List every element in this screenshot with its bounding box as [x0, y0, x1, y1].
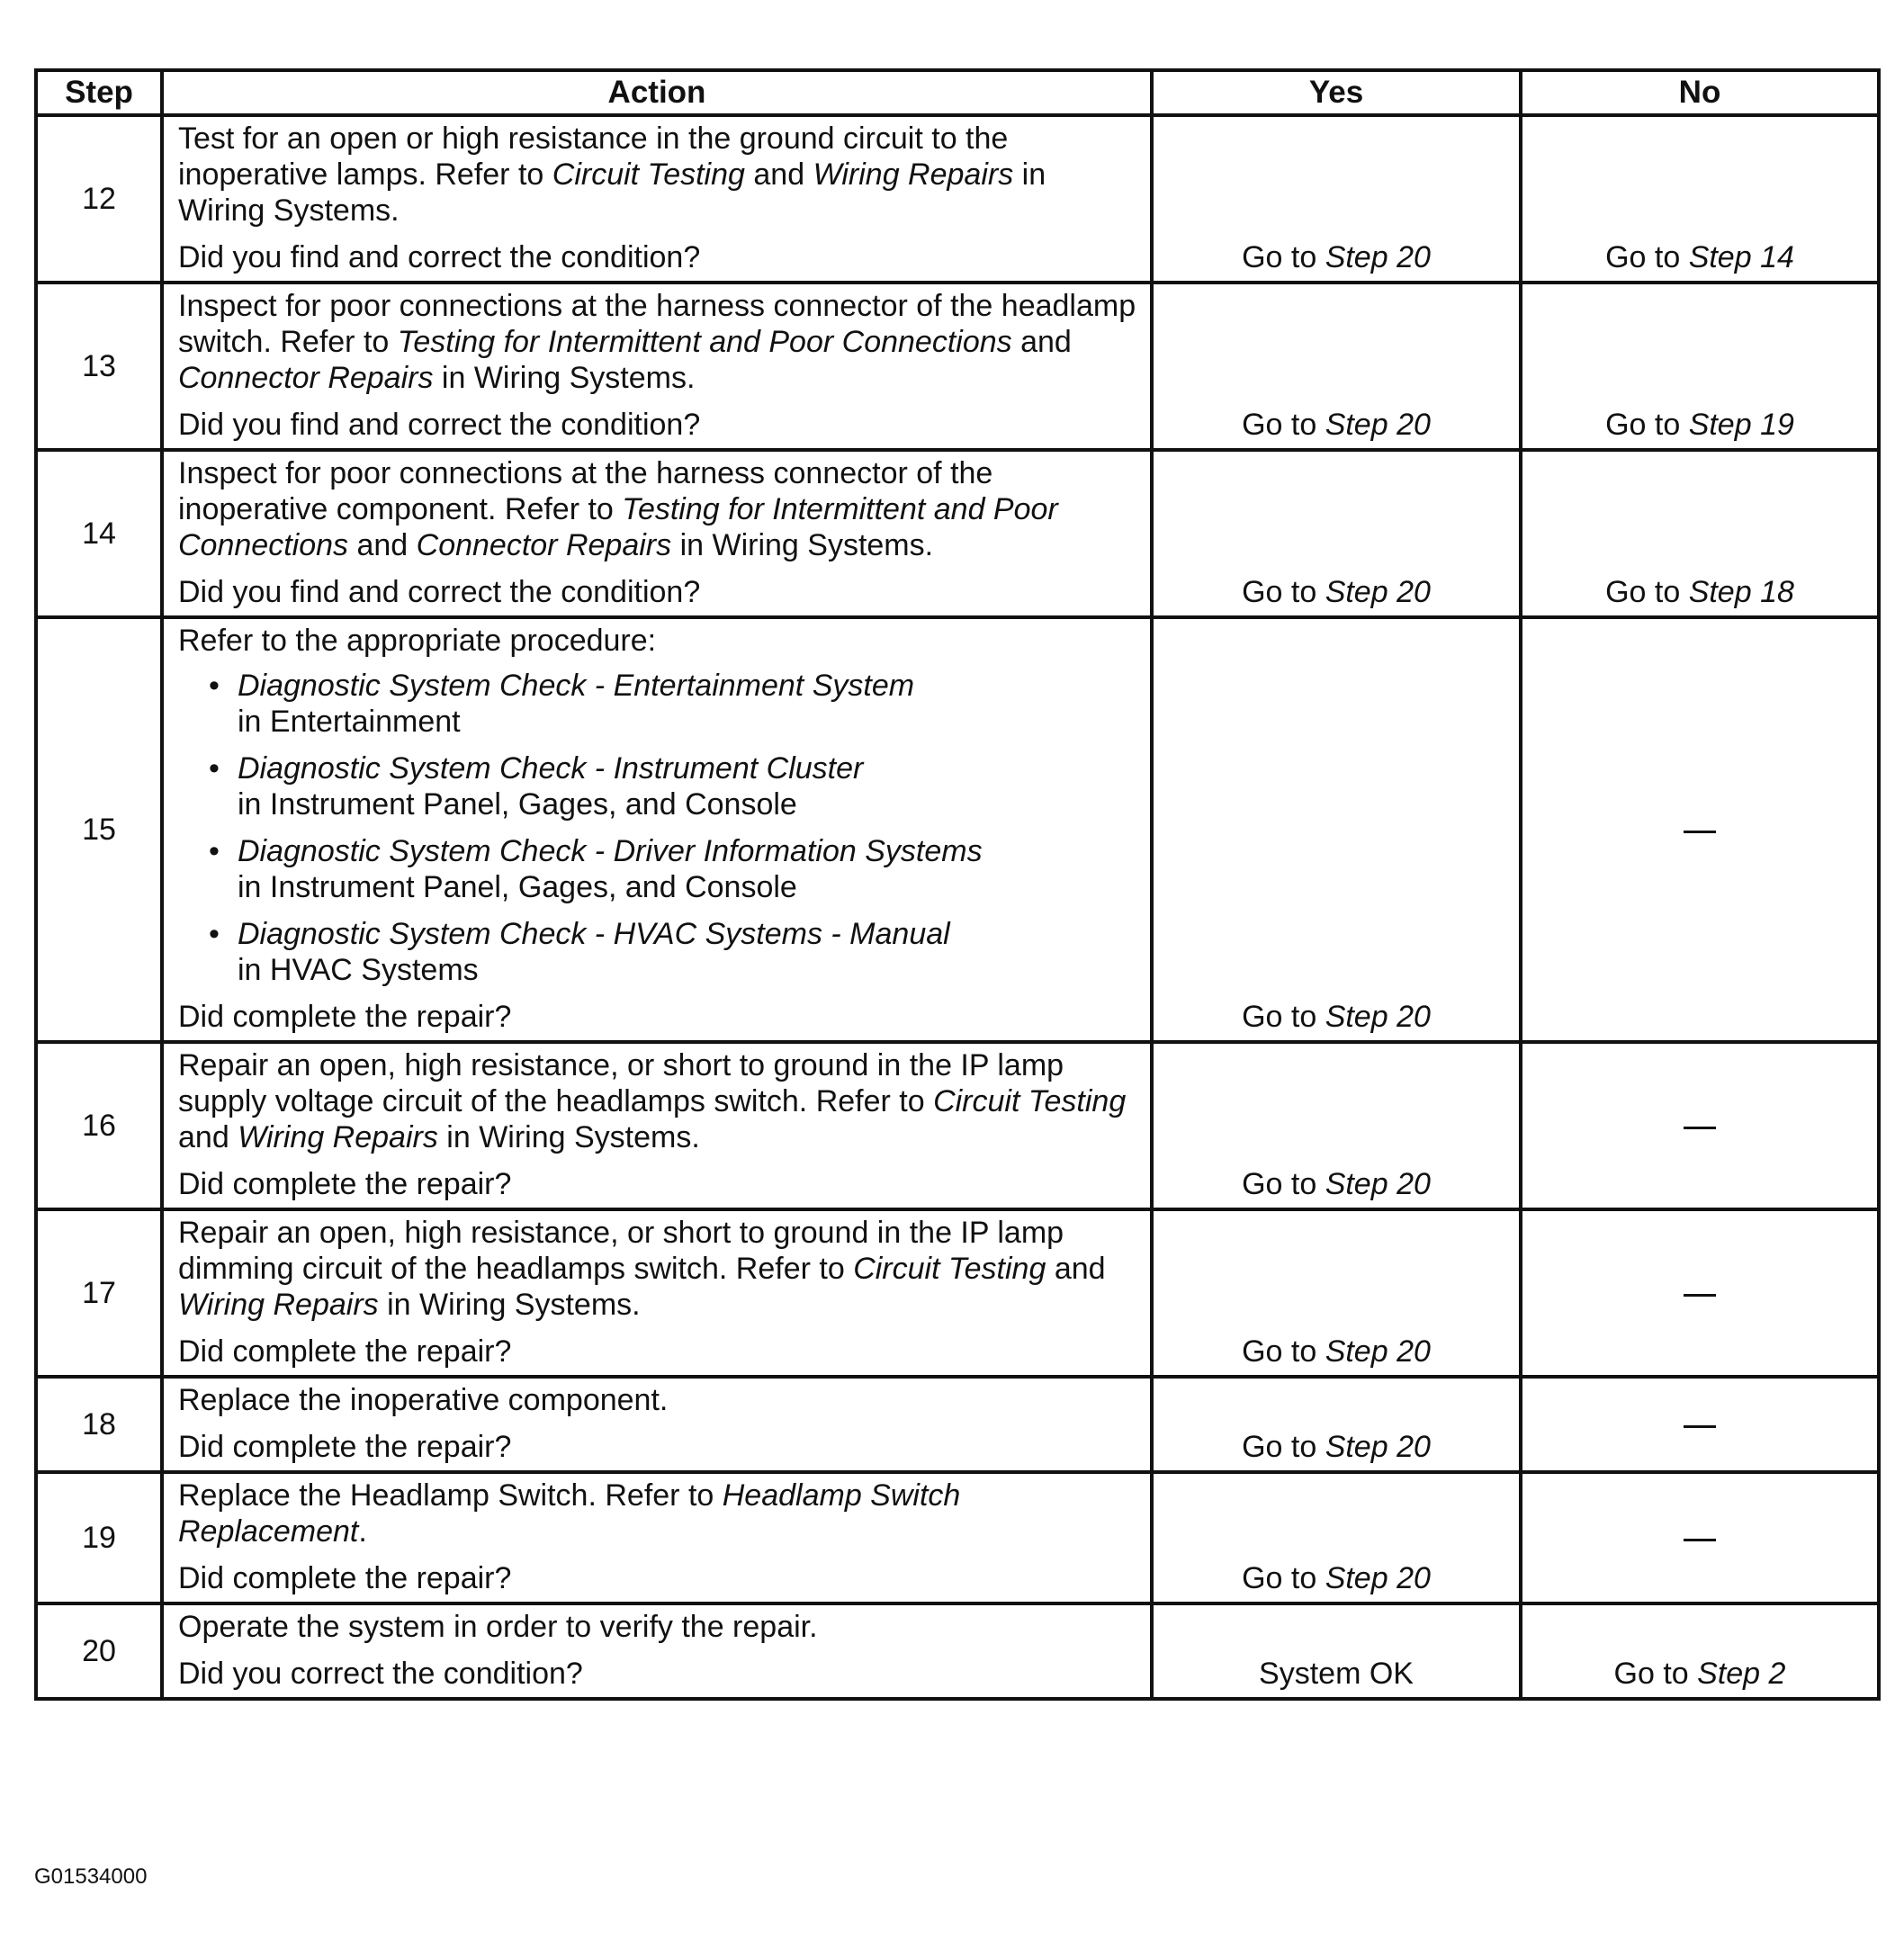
- step-number: 15: [36, 617, 162, 1042]
- procedure-item: [178, 916, 1137, 988]
- action-cell: [162, 1042, 1152, 1209]
- action-question: Did you find and correct the condition?: [178, 408, 701, 442]
- reference-text: Step 20: [1325, 1167, 1431, 1201]
- text-run: in Wiring Systems.: [671, 528, 934, 562]
- text-run: in Wiring Systems.: [178, 157, 1046, 228]
- text-run: Inspect for poor connections at the harness connector of the headlamp switch. Refer to: [178, 289, 1136, 359]
- action-text: [178, 121, 1137, 229]
- action-question: Did you find and correct the condition?: [178, 575, 701, 609]
- table-row: [36, 1377, 1879, 1472]
- text-run: and: [1011, 325, 1072, 359]
- em-dash-icon: [1684, 1425, 1716, 1428]
- bullet-icon: •: [209, 669, 220, 703]
- no-result: [1521, 450, 1879, 617]
- yes-result: [1152, 1209, 1521, 1377]
- action-cell: [162, 283, 1152, 450]
- yes-result: [1152, 1472, 1521, 1603]
- reference-text: Circuit Testing: [853, 1252, 1046, 1286]
- action-question: Did you find and correct the condition?: [178, 240, 701, 274]
- action-question: Did complete the repair?: [178, 1430, 512, 1464]
- no-result: [1521, 1377, 1879, 1472]
- text-run: Go to: [1242, 240, 1325, 274]
- text-run: Go to: [1605, 575, 1689, 609]
- header-no: No: [1521, 70, 1879, 115]
- reference-text: Step 20: [1325, 240, 1431, 274]
- table-body: [36, 115, 1879, 1699]
- text-run: Go to: [1242, 1167, 1325, 1201]
- table-row: [36, 617, 1879, 1042]
- text-run: in Wiring Systems.: [437, 1120, 700, 1154]
- action-text: [178, 623, 1137, 659]
- em-dash-icon: [1684, 831, 1716, 833]
- table-row: [36, 450, 1879, 617]
- text-run: Go to: [1242, 1430, 1325, 1464]
- reference-text: Step 20: [1325, 1334, 1431, 1369]
- text-run: .: [358, 1514, 367, 1549]
- no-result: [1521, 115, 1879, 283]
- header-step: Step: [36, 70, 162, 115]
- procedure-item: [178, 668, 1137, 740]
- step-number: 14: [36, 450, 162, 617]
- procedure-location: in HVAC Systems: [238, 953, 479, 987]
- reference-text: Step 20: [1325, 1561, 1431, 1595]
- yes-result: [1152, 1603, 1521, 1699]
- step-number: 18: [36, 1377, 162, 1472]
- table-row: [36, 1603, 1879, 1699]
- action-cell: [162, 1209, 1152, 1377]
- text-run: Test for an open or high resistance in the ground circuit to the inoperative lamps. Refer to: [178, 121, 1009, 192]
- figure-id: G01534000: [34, 1864, 148, 1889]
- step-number: 12: [36, 115, 162, 283]
- step-number: 13: [36, 283, 162, 450]
- procedure-title: Diagnostic System Check - Entertainment System: [238, 669, 915, 703]
- em-dash-icon: [1684, 1539, 1716, 1541]
- text-run: Go to: [1605, 408, 1689, 442]
- reference-text: Wiring Repairs: [238, 1120, 438, 1154]
- table-row: [36, 283, 1879, 450]
- yes-result: [1152, 1042, 1521, 1209]
- action-question: Did you correct the condition?: [178, 1657, 583, 1691]
- action-cell: [162, 617, 1152, 1042]
- text-run: and: [178, 1120, 238, 1154]
- text-run: Replace the inoperative component.: [178, 1383, 669, 1417]
- procedure-location: in Entertainment: [238, 705, 461, 739]
- no-result: [1521, 283, 1879, 450]
- table-row: [36, 1042, 1879, 1209]
- procedure-list: [178, 668, 1137, 988]
- reference-text: Step 18: [1688, 575, 1794, 609]
- bullet-icon: •: [209, 751, 220, 786]
- reference-text: Circuit Testing: [933, 1084, 1127, 1118]
- text-run: System OK: [1259, 1657, 1414, 1691]
- action-text: [178, 1609, 1137, 1645]
- procedure-title: Diagnostic System Check - Driver Information Systems: [238, 834, 983, 868]
- procedure-location: in Instrument Panel, Gages, and Console: [238, 787, 797, 822]
- table-row: [36, 1209, 1879, 1377]
- no-result: [1521, 1209, 1879, 1377]
- text-run: Inspect for poor connections at the harness connector of the inoperative component. Refer to: [178, 456, 993, 526]
- table-row: [36, 1472, 1879, 1603]
- action-cell: [162, 1603, 1152, 1699]
- reference-text: Headlamp Switch Replacement: [178, 1478, 961, 1549]
- yes-result: [1152, 115, 1521, 283]
- reference-text: Testing for Intermittent and Poor Connections: [397, 325, 1012, 359]
- no-result: [1521, 1472, 1879, 1603]
- em-dash-icon: [1684, 1294, 1716, 1297]
- action-cell: [162, 1377, 1152, 1472]
- action-text: [178, 1215, 1137, 1323]
- reference-text: Step 19: [1688, 408, 1794, 442]
- step-number: 20: [36, 1603, 162, 1699]
- no-result: [1521, 617, 1879, 1042]
- procedure-title: Diagnostic System Check - Instrument Cluster: [238, 751, 864, 786]
- action-text: [178, 288, 1137, 396]
- step-number: 19: [36, 1472, 162, 1603]
- text-run: and: [744, 157, 813, 192]
- reference-text: Wiring Repairs: [813, 157, 1014, 192]
- action-question: Did complete the repair?: [178, 1167, 512, 1201]
- reference-text: Wiring Repairs: [178, 1288, 379, 1322]
- yes-result: [1152, 283, 1521, 450]
- table-header-row: [36, 70, 1879, 115]
- text-run: and: [1046, 1252, 1106, 1286]
- step-number: 16: [36, 1042, 162, 1209]
- procedure-item: [178, 833, 1137, 905]
- text-run: Go to: [1242, 575, 1325, 609]
- text-run: Go to: [1242, 1000, 1325, 1034]
- header-yes: Yes: [1152, 70, 1521, 115]
- reference-text: Step 20: [1325, 408, 1431, 442]
- reference-text: Step 2: [1697, 1657, 1786, 1691]
- reference-text: Testing for Intermittent and Poor Connections: [178, 492, 1058, 562]
- procedure-location: in Instrument Panel, Gages, and Console: [238, 870, 797, 904]
- diagnostic-table-container: [34, 68, 1877, 1701]
- reference-text: Step 20: [1325, 575, 1431, 609]
- reference-text: Circuit Testing: [552, 157, 745, 192]
- step-number: 17: [36, 1209, 162, 1377]
- reference-text: Step 14: [1688, 240, 1794, 274]
- header-action: Action: [162, 70, 1152, 115]
- text-run: in Wiring Systems.: [433, 361, 696, 395]
- text-run: Go to: [1613, 1657, 1698, 1691]
- text-run: Go to: [1242, 1561, 1325, 1595]
- action-question: Did complete the repair?: [178, 1334, 512, 1369]
- yes-result: [1152, 617, 1521, 1042]
- action-text: [178, 455, 1137, 563]
- yes-result: [1152, 450, 1521, 617]
- action-text: [178, 1047, 1137, 1155]
- table-row: [36, 115, 1879, 283]
- action-cell: [162, 1472, 1152, 1603]
- text-run: Replace the Headlamp Switch. Refer to: [178, 1478, 723, 1513]
- text-run: Repair an open, high resistance, or short to ground in the IP lamp supply voltage circuit of the headlamps switch. Refer to: [178, 1048, 1064, 1118]
- procedure-item: [178, 750, 1137, 822]
- action-text: [178, 1382, 1137, 1418]
- action-question: Did complete the repair?: [178, 1000, 512, 1034]
- reference-text: Step 20: [1325, 1430, 1431, 1464]
- text-run: and: [348, 528, 417, 562]
- bullet-icon: •: [209, 917, 220, 951]
- reference-text: Connector Repairs: [178, 361, 434, 395]
- action-text: [178, 1477, 1137, 1549]
- text-run: Go to: [1605, 240, 1689, 274]
- text-run: in Wiring Systems.: [378, 1288, 641, 1322]
- bullet-icon: •: [209, 834, 220, 868]
- text-run: Operate the system in order to verify the repair.: [178, 1610, 818, 1644]
- action-question: Did complete the repair?: [178, 1561, 512, 1595]
- text-run: Repair an open, high resistance, or short to ground in the IP lamp dimming circuit of the headlamps switch. Refer to: [178, 1216, 1064, 1286]
- diagnostic-table: [34, 68, 1881, 1701]
- procedure-title: Diagnostic System Check - HVAC Systems - Manual: [238, 917, 950, 951]
- text-run: Go to: [1242, 1334, 1325, 1369]
- em-dash-icon: [1684, 1127, 1716, 1129]
- reference-text: Connector Repairs: [416, 528, 672, 562]
- no-result: [1521, 1603, 1879, 1699]
- text-run: Refer to the appropriate procedure:: [178, 624, 657, 658]
- action-cell: [162, 115, 1152, 283]
- yes-result: [1152, 1377, 1521, 1472]
- no-result: [1521, 1042, 1879, 1209]
- text-run: Go to: [1242, 408, 1325, 442]
- action-cell: [162, 450, 1152, 617]
- reference-text: Step 20: [1325, 1000, 1431, 1034]
